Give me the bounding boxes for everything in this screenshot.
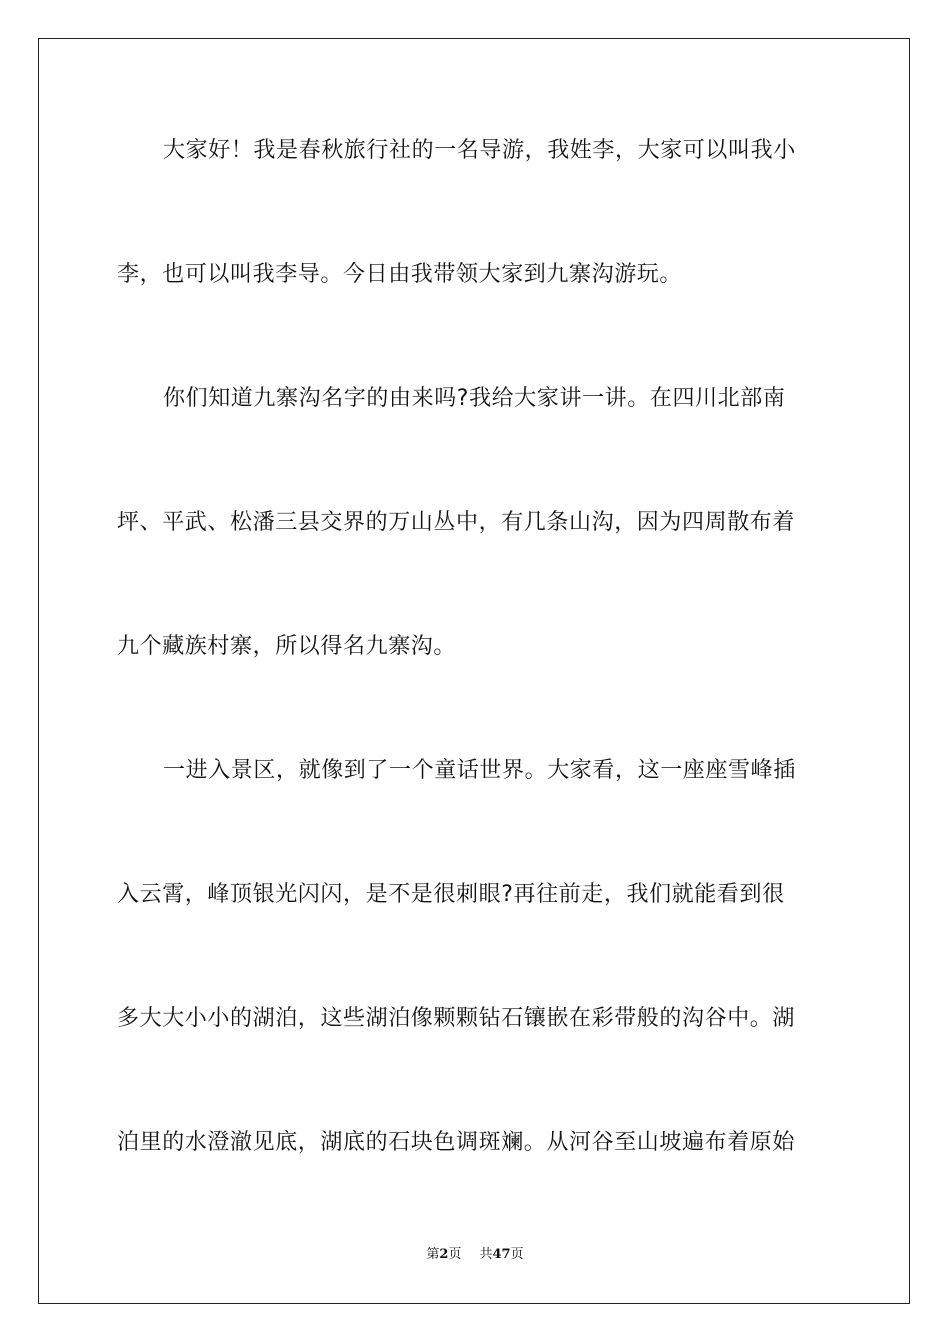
paragraph-2-line-3: 九个藏族村寨，所以得名九寨沟。 — [117, 634, 457, 659]
paragraph-3-line-1: 一进入景区，就像到了一个童话世界。大家看，这一座座雪峰插 — [163, 758, 796, 783]
paragraph-1-line-2: 李，也可以叫我李导。今日由我带领大家到九寨沟游玩。 — [117, 262, 683, 287]
page-number-prefix: 第 — [426, 1247, 440, 1262]
total-pages-prefix: 共 — [479, 1247, 493, 1262]
paragraph-3-line-2: 入云霄，峰顶银光闪闪，是不是很刺眼?再往前走，我们就能看到很 — [117, 882, 785, 907]
paragraph-2-line-1: 你们知道九寨沟名字的由来吗?我给大家讲一讲。在四川北部南 — [163, 386, 786, 411]
total-pages-suffix: 页 — [510, 1247, 524, 1262]
paragraph-2-line-2: 坪、平武、松潘三县交界的万山丛中，有几条山沟，因为四周散布着 — [117, 510, 796, 535]
page-border — [38, 38, 910, 1304]
page-footer — [0, 1246, 950, 1264]
current-page-number: 2 — [439, 1247, 449, 1262]
total-pages-number: 47 — [492, 1247, 511, 1262]
page-number-suffix: 页 — [448, 1247, 462, 1262]
paragraph-3-line-3: 多大大小小的湖泊，这些湖泊像颗颗钻石镶嵌在彩带般的沟谷中。湖 — [117, 1006, 796, 1031]
paragraph-1-line-1: 大家好！我是春秋旅行社的一名导游，我姓李，大家可以叫我小 — [163, 138, 796, 163]
paragraph-3-line-4: 泊里的水澄澈见底，湖底的石块色调斑斓。从河谷至山坡遍布着原始 — [117, 1130, 796, 1155]
